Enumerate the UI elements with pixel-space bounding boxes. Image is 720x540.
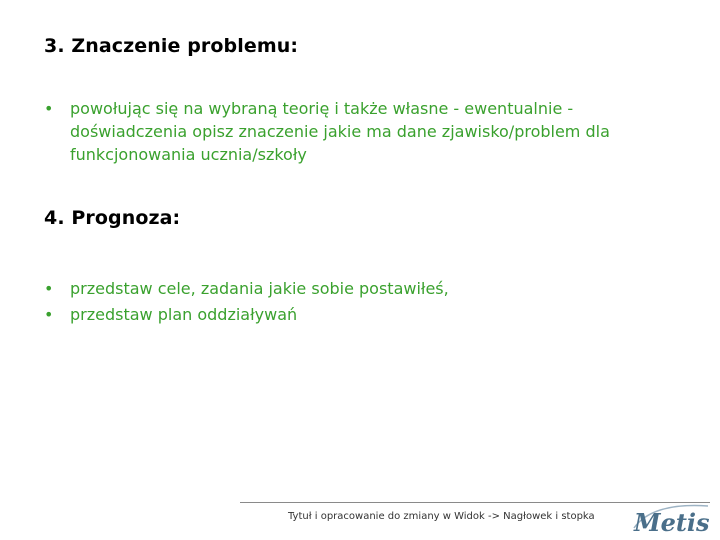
list-item <box>44 277 684 300</box>
list-item-text: powołując się na wybraną teorię i także własne - ewentualnie - doświadczenia opisz znaczenie jakie ma dane zjawisko/problem dla funkcjonowania ucznia/szkoły <box>70 99 610 164</box>
list-item-text: przedstaw cele, zadania jakie sobie postawiłeś, <box>70 279 449 298</box>
bullet-list-znaczenie <box>44 97 684 166</box>
bullet-icon: • <box>44 305 54 324</box>
footer-text: Tytuł i opracowanie do zmiany w Widok -> Nagłowek i stopka <box>288 511 595 522</box>
section-heading-prognoza: 4. Prognoza: <box>44 207 181 229</box>
list-item-text: przedstaw plan oddziaływań <box>70 305 298 324</box>
list-item <box>44 97 684 166</box>
section-heading-znaczenie: 3. Znaczenie problemu: <box>44 35 299 57</box>
list-item <box>44 303 684 326</box>
logo-text: Metis <box>634 508 710 537</box>
bullet-icon: • <box>44 99 54 118</box>
bullet-list-prognoza <box>44 277 684 329</box>
metis-logo <box>628 500 712 538</box>
bullet-icon: • <box>44 279 54 298</box>
